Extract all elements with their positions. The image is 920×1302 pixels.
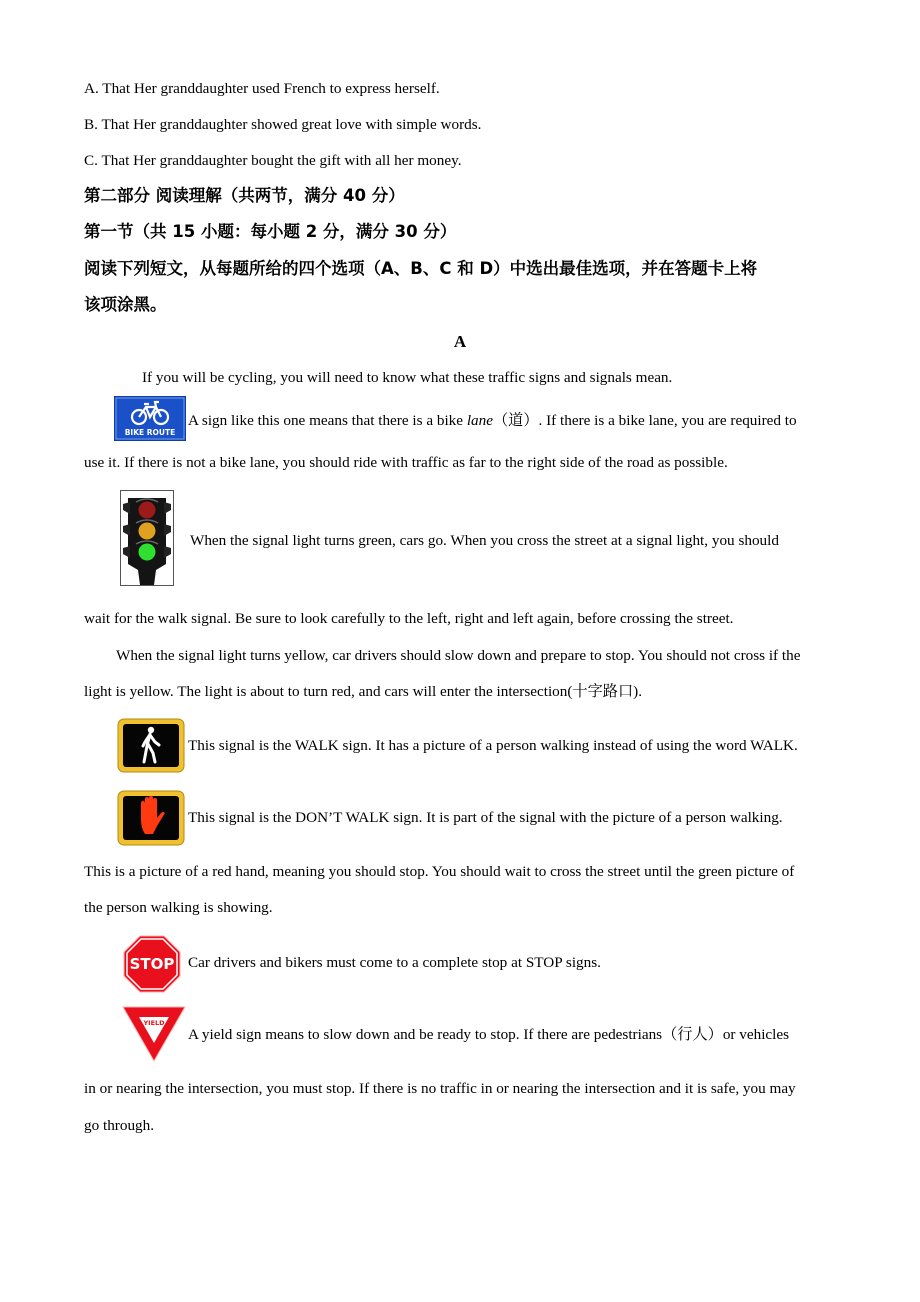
option-label: A. <box>84 80 99 97</box>
option-label: C. <box>84 152 98 169</box>
traffic-light-icon <box>120 490 174 586</box>
bike-route-sign-icon <box>114 396 186 441</box>
sub-heading: 第一节（共 15 小题：每小题 2 分，满分 30 分） <box>84 222 457 241</box>
walk-signal-icon <box>117 718 185 773</box>
text: （道）. If there is a bike lane, you are required to <box>492 412 797 429</box>
option-text: That Her granddaughter used French to express herself. <box>102 80 440 97</box>
signal-line-1: When the signal light turns green, cars go. When you cross the street at a signal light, you should <box>190 532 779 549</box>
signal-line-2: wait for the walk signal. Be sure to look carefully to the left, right and left again, before crossing the street. <box>84 610 734 627</box>
option-text: That Her granddaughter showed great love with simple words. <box>101 116 482 133</box>
stop-line-1: Car drivers and bikers must come to a complete stop at STOP signs. <box>188 954 601 971</box>
yield-line-2: in or nearing the intersection, you must stop. If there is no traffic in or nearing the intersection and it is safe, you may <box>84 1080 796 1097</box>
bike-line-2: use it. If there is not a bike lane, you should ride with traffic as far to the right side of the road as possible. <box>84 454 728 471</box>
emphasized-word: lane <box>466 412 493 429</box>
option-c <box>84 151 462 171</box>
yield-sign-icon <box>121 1005 187 1063</box>
instruction-line-2: 该项涂黑。 <box>84 295 167 314</box>
instruction-line-1: 阅读下列短文，从每题所给的四个选项（A、B、C 和 D）中选出最佳选项，并在答题卡上将 <box>84 259 758 278</box>
dont-walk-line-1: This signal is the DON’T WALK sign. It is part of the signal with the picture of a person walking. <box>188 809 783 826</box>
walk-line-1: This signal is the WALK sign. It has a picture of a person walking instead of using the word WALK. <box>188 737 798 754</box>
option-b <box>84 115 481 135</box>
passage-intro: If you will be cycling, you will need to know what these traffic signs and signals mean. <box>142 369 673 386</box>
yellow-line-1: When the signal light turns yellow, car drivers should slow down and prepare to stop. You should not cross if the <box>116 647 801 664</box>
stop-sign-icon <box>123 935 181 993</box>
svg-text:YIELD: YIELD <box>143 1019 165 1027</box>
option-text: That Her granddaughter bought the gift with all her money. <box>101 152 462 169</box>
option-label: B. <box>84 116 98 133</box>
svg-text:STOP: STOP <box>129 955 175 973</box>
dont-walk-line-2: This is a picture of a red hand, meaning you should stop. You should wait to cross the street until the green picture of <box>84 863 795 880</box>
yellow-line-2: light is yellow. The light is about to turn red, and cars will enter the intersection(十字路口). <box>84 683 643 700</box>
dont-walk-signal-icon <box>117 790 185 846</box>
bike-line-1 <box>188 411 797 431</box>
option-a <box>84 79 440 99</box>
yield-line-1: A yield sign means to slow down and be ready to stop. If there are pedestrians（行人）or vehicles <box>188 1026 790 1043</box>
passage-title: A <box>453 332 467 351</box>
text: A sign like this one means that there is a bike <box>188 412 467 429</box>
part-heading: 第二部分 阅读理解（共两节，满分 40 分） <box>84 186 405 205</box>
dont-walk-line-3: the person walking is showing. <box>84 899 273 916</box>
svg-text:BIKE ROUTE: BIKE ROUTE <box>124 428 176 437</box>
yield-line-3: go through. <box>84 1117 155 1134</box>
